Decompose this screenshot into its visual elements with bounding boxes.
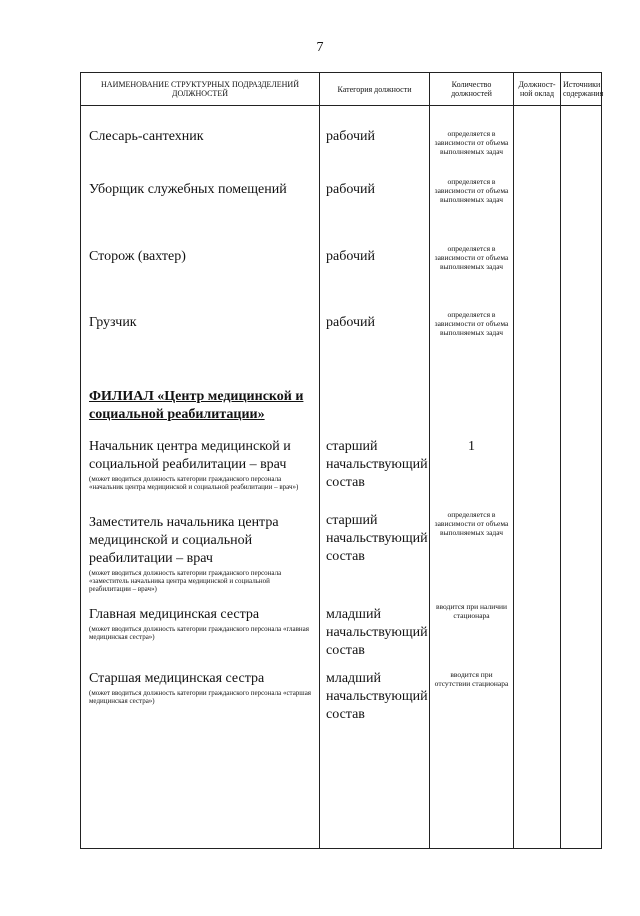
header-name: НАИМЕНОВАНИЕ СТРУКТУРНЫХ ПОДРАЗДЕЛЕНИЙ ДОЛЖНОСТЕЙ [81,73,320,106]
position-category: рабочий [326,181,375,197]
position-quantity: определяется в зависимости от объема выполняемых задач [434,176,509,204]
position-note: (может вводиться должность категории гражданского персонала «старшая медицинская сестра») [89,688,312,705]
table-row [81,668,602,726]
table-row [81,242,602,308]
header-sources: Источники содержания [561,73,602,106]
position-quantity: определяется в зависимости от объема выполняемых задач [434,129,509,156]
table-header-row [81,73,602,106]
position-category: рабочий [326,129,375,144]
table-row [81,174,602,242]
table-row [81,506,602,598]
table-empty-row [81,726,602,849]
header-quantity: Количество должностей [430,73,514,106]
section-title: ФИЛИАЛ «Центр медицинской и социальной реабилитации» [89,388,304,422]
position-category: младший начальствующий состав [326,670,428,722]
position-category: младший начальствующий состав [326,606,428,658]
position-note: (может вводиться должность категории гражданского персонала «заместитель начальника центра медицинской и социальной реабилитации – врач») [89,568,282,593]
position-name: Начальник центра медицинской и социальной реабилитации – врач [89,438,291,472]
position-quantity: вводится при отсутствии стационара [434,669,509,688]
header-salary: Должност-ной оклад [514,73,561,106]
position-category: рабочий [326,314,375,330]
page-number: 7 [316,40,324,55]
position-name: Главная медицинская сестра [89,606,260,622]
position-category: старший начальствующий состав [326,512,428,564]
position-name: Слесарь-сантехник [89,129,204,144]
position-quantity: вводится при наличии стационара [435,601,508,620]
position-quantity: определяется в зависимости от объема выполняемых задач [434,509,509,537]
position-name: Уборщик служебных помещений [89,181,287,197]
position-category: рабочий [326,248,375,264]
table-row [81,598,602,668]
position-note: (может вводиться должность категории гражданского персонала «главная медицинская сестра») [89,624,309,641]
staff-table [80,72,602,849]
position-name: Грузчик [89,314,137,330]
position-quantity: определяется в зависимости от объема выполняемых задач [434,243,509,271]
table-row [81,106,602,174]
position-quantity: 1 [468,438,475,454]
position-category: старший начальствующий состав [326,438,428,490]
section-row [81,376,602,424]
position-note: (может вводиться должность категории гражданского персонала «начальник центра медицинской и социальной реабилитации – врач») [89,474,299,491]
header-category: Категория должности [320,73,430,106]
position-name: Сторож (вахтер) [89,248,186,264]
table-row [81,424,602,506]
position-name: Заместитель начальника центра медицинской и социальной реабилитации – врач [89,514,279,566]
position-name: Старшая медицинская сестра [89,670,265,686]
table-row [81,308,602,376]
position-quantity: определяется в зависимости от объема выполняемых задач [434,309,509,337]
